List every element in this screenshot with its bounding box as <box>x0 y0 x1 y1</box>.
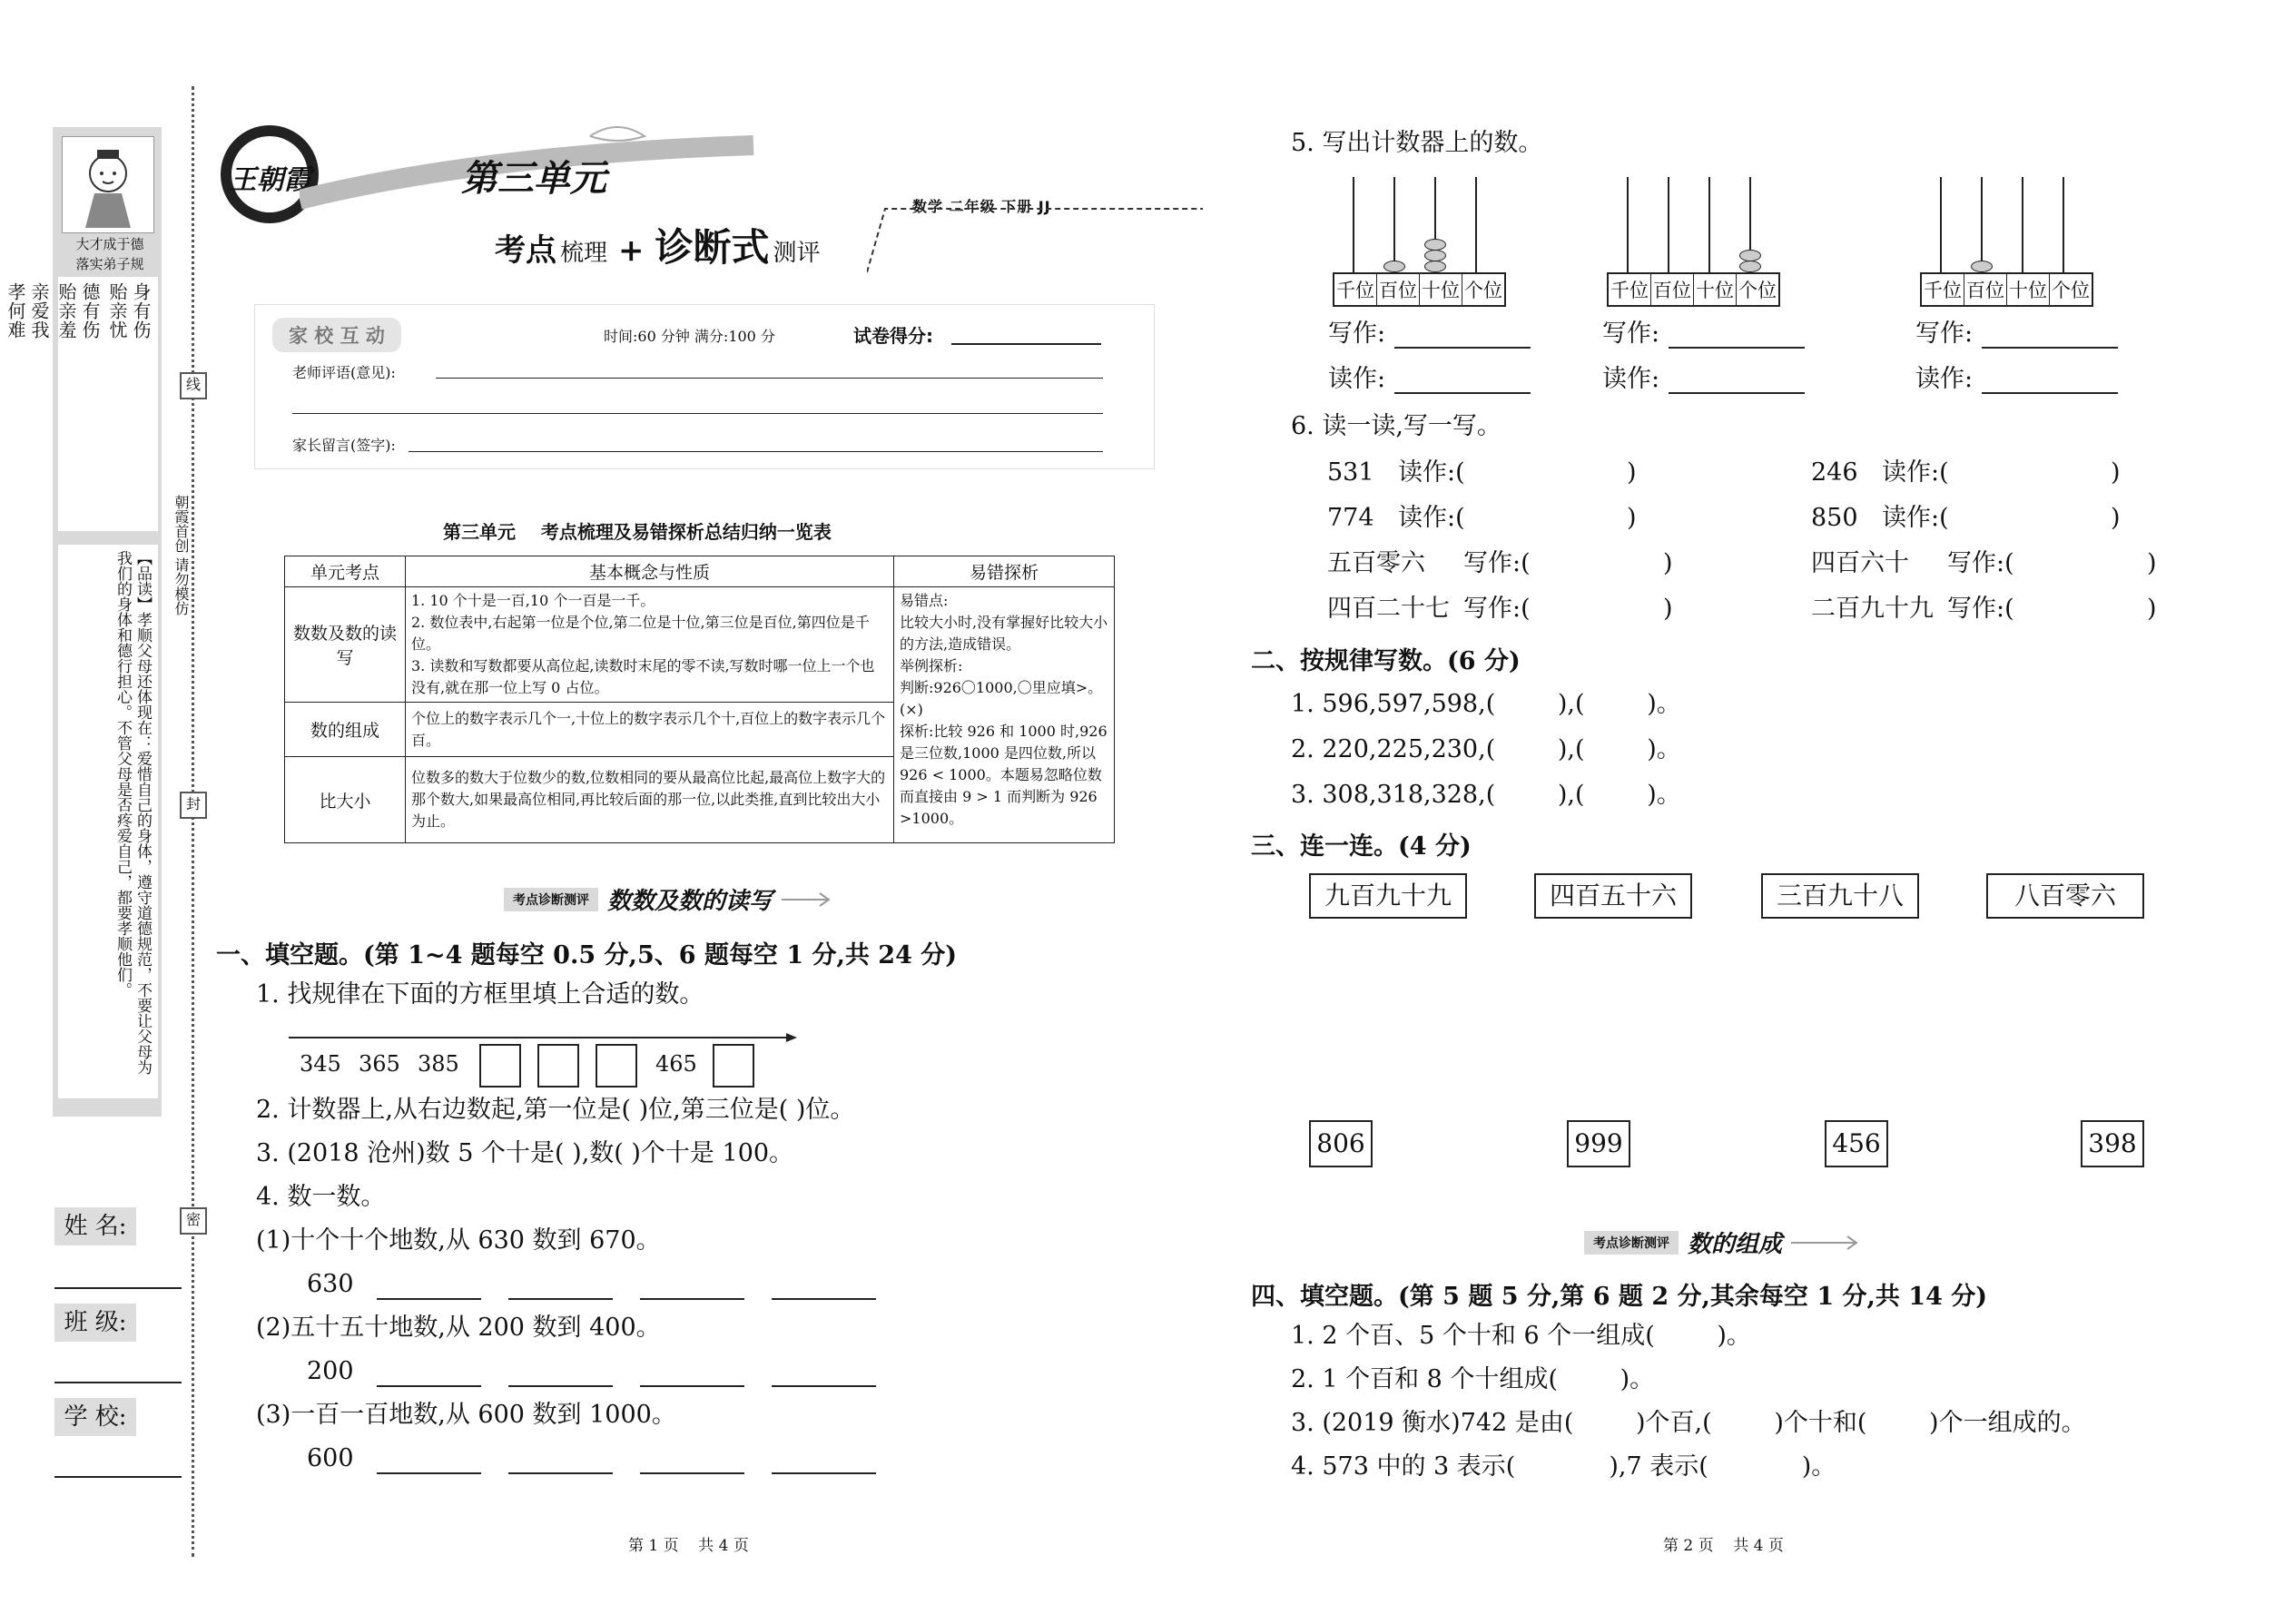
section1-tag: 考点诊断测评 <box>504 888 598 911</box>
abacus-bead-icon <box>1739 261 1761 272</box>
answer-blank[interactable] <box>508 1385 613 1387</box>
q6-item-prompt: 写作:( <box>1463 549 1531 577</box>
abacus-place-label: 百位 <box>1377 274 1420 305</box>
number-line-value: 385 <box>418 1051 459 1077</box>
abacus-write-label: 写作: <box>1328 320 1386 348</box>
match-top-item[interactable]: 九百九十九 <box>1309 873 1467 919</box>
q6-text: 6. 读一读,写一写。 <box>1291 412 1501 440</box>
answer-blank[interactable] <box>377 1385 481 1387</box>
verse-columns <box>5 277 158 352</box>
verse-line: 孝何难 <box>5 282 26 340</box>
abacus-place-label: 十位 <box>1694 274 1737 305</box>
teacher-field-line2[interactable] <box>292 413 1103 414</box>
q4-3-start: 600 <box>307 1444 354 1472</box>
subtitle-a: 考点 <box>495 232 556 269</box>
abacus-rod <box>1981 177 1983 272</box>
match-top-item[interactable]: 八百零六 <box>1986 873 2144 919</box>
q6-item-close[interactable]: ) <box>1663 549 1673 577</box>
page-number-2: 第 2 页 共 4 页 <box>1663 1537 1784 1555</box>
q6-item-prompt: 写作:( <box>1463 595 1531 623</box>
abacus-bead-icon <box>1424 250 1446 261</box>
section2-heading: 二、按规律写数。(6 分) <box>1251 647 1521 675</box>
cut-mark-3: 密 <box>180 1207 207 1235</box>
section1-tag-title: 数数及数的读写 <box>607 888 773 915</box>
match-top-item[interactable]: 四百五十六 <box>1534 873 1692 919</box>
reading-label-text: 【品读】 <box>133 550 152 612</box>
number-line-blank-box[interactable] <box>713 1044 754 1088</box>
section4-q4: 4. 573 中的 3 表示( ),7 表示( )。 <box>1291 1452 1836 1481</box>
cartoon-figure-icon <box>62 136 154 233</box>
subtitle-plus: + <box>618 232 645 269</box>
parent-field[interactable] <box>409 451 1103 452</box>
answer-blank[interactable] <box>377 1472 481 1474</box>
abacus-read-field[interactable] <box>1394 392 1531 394</box>
section4-heading: 四、填空题。(第 5 题 5 分,第 6 题 2 分,其余每空 1 分,共 14 分) <box>1251 1283 1988 1311</box>
abacus-read-field[interactable] <box>1982 392 2118 394</box>
section4-banner <box>1584 1225 1864 1259</box>
motto-line1: 大才成于德 <box>75 236 144 252</box>
q6-item-number: 二百九十九 <box>1811 595 1934 623</box>
teacher-field[interactable] <box>436 378 1103 379</box>
match-bottom-item[interactable]: 806 <box>1309 1120 1373 1167</box>
q6-item-close[interactable]: ) <box>1627 458 1637 487</box>
summary-header-content: 基本概念与性质 <box>406 556 894 587</box>
q4-1-blanks[interactable] <box>377 1298 890 1300</box>
verse-line: 亲爱我 <box>28 282 50 340</box>
abacus-place-label: 百位 <box>1964 274 2007 305</box>
abacus-place-label: 个位 <box>1738 280 1777 301</box>
number-line-blank-box[interactable] <box>596 1044 637 1088</box>
class-label: 班 级: <box>54 1304 136 1342</box>
warning-text: 朝霞首创 请勿模仿 <box>172 495 190 616</box>
summary-topic-2: 数的组成 <box>285 703 406 757</box>
verse-column <box>4 282 51 347</box>
time-info: 时间:60 分钟 满分:100 分 <box>604 328 775 345</box>
abacus-place-label: 千位 <box>1609 274 1651 305</box>
score-label: 试卷得分: <box>853 325 933 347</box>
abacus-bead-icon <box>1424 239 1446 251</box>
abacus-place-labels <box>1333 272 1506 307</box>
number-line-blank-box[interactable] <box>537 1044 579 1088</box>
subtitle-d: 测评 <box>773 240 821 267</box>
q4-1-start: 630 <box>307 1270 354 1298</box>
answer-blank[interactable] <box>640 1472 744 1474</box>
abacus-bead-icon <box>1971 261 1993 272</box>
q6-item-number: 774 <box>1327 504 1374 532</box>
match-top-item[interactable]: 三百九十八 <box>1761 873 1919 919</box>
school-field[interactable] <box>54 1476 182 1478</box>
section4-q1: 1. 2 个百、5 个十和 6 个一组成( )。 <box>1291 1322 1751 1350</box>
summary-header-topic: 单元考点 <box>285 556 406 587</box>
number-line-value: 345 <box>300 1051 341 1077</box>
unit-title: 第三单元 <box>461 157 606 200</box>
summary-table <box>284 556 1115 843</box>
abacus-write-field[interactable] <box>1394 347 1531 349</box>
abacus-read-label: 读作: <box>1602 365 1660 393</box>
summary-header-row <box>285 556 1115 587</box>
number-line-values <box>300 1044 772 1089</box>
q4-text: 4. 数一数。 <box>256 1183 386 1211</box>
cut-mark-1: 线 <box>180 372 207 399</box>
section4-q2: 2. 1 个百和 8 个十组成( )。 <box>1291 1365 1655 1393</box>
abacus-rod <box>1393 177 1395 272</box>
abacus-read-label: 读作: <box>1915 365 1974 393</box>
parent-label: 家长留言(签字): <box>292 437 396 454</box>
abacus-place-labels <box>1920 272 2093 307</box>
verse-panel <box>5 277 158 531</box>
summary-header-error: 易错探析 <box>894 556 1115 587</box>
answer-blank[interactable] <box>772 1472 876 1474</box>
answer-blank[interactable] <box>640 1298 744 1300</box>
school-label: 学 校: <box>54 1398 136 1436</box>
abacus-rod <box>1708 177 1710 272</box>
verse-column <box>54 282 102 347</box>
abacus-place-label: 千位 <box>1922 274 1964 305</box>
section4-tag-title: 数的组成 <box>1688 1231 1783 1258</box>
abacus-rod <box>2022 177 2023 272</box>
reading-text: 孝顺父母还体现在：爱惜自己的身体，遵守道德规范，不要让父母为我们的身体和德行担心。不管父母是否疼爱自己，都要孝顺他们。 <box>113 550 152 1075</box>
answer-blank[interactable] <box>508 1298 613 1300</box>
section2-q2: 2. 220,225,230,( ),( )。 <box>1291 735 1681 763</box>
grade-info: 数学 二年级 下册 JJ <box>912 198 1051 215</box>
number-line-value: 465 <box>655 1051 697 1077</box>
abacus-bead-icon <box>1739 250 1761 261</box>
reading-label <box>107 545 158 1091</box>
q5-text: 5. 写出计数器上的数。 <box>1291 129 1543 157</box>
name-label: 姓 名: <box>54 1207 136 1245</box>
q6-item-close[interactable]: ) <box>2147 549 2157 577</box>
section3-heading: 三、连一连。(4 分) <box>1251 832 1472 861</box>
verse-line: 贻亲忧 <box>106 282 128 340</box>
q6-item-close[interactable]: ) <box>1627 504 1637 532</box>
q6-item-prompt: 读作:( <box>1882 504 1949 532</box>
q4-2-text: (2)五十五十地数,从 200 数到 400。 <box>256 1314 661 1342</box>
abacus <box>1333 177 1551 313</box>
summary-row-1 <box>285 587 1115 703</box>
home-school-badge: 家 校 互 动 <box>272 318 401 352</box>
q6-item-number: 531 <box>1327 458 1374 487</box>
number-line-blank-box[interactable] <box>479 1044 521 1088</box>
section1-heading: 一、填空题。(第 1~4 题每空 0.5 分,5、6 题每空 1 分,共 24 分) <box>216 941 958 969</box>
match-bottom-item[interactable]: 456 <box>1825 1120 1888 1167</box>
abacus <box>1920 177 2138 313</box>
abacus-read-label: 读作: <box>1328 365 1386 393</box>
abacus-place-labels <box>1607 272 1780 307</box>
q6-item-close[interactable]: ) <box>2111 458 2121 487</box>
q6-item-number: 四百二十七 <box>1327 595 1450 623</box>
q4-3-text: (3)一百一百地数,从 600 数到 1000。 <box>256 1401 676 1429</box>
q6-item-prompt: 读作:( <box>1398 504 1465 532</box>
arrow-right-icon <box>1791 1234 1864 1252</box>
motto-line2: 落实弟子规 <box>75 256 144 272</box>
summary-content-1: 1. 10 个十是一百,10 个一百是一千。 2. 数位表中,右起第一位是个位,第二位是十位,第三位是百位,第四位是千位。 3. 读数和写数都要从高位起,读数时末尾的零不读,写数时哪一位上一个也没有,就在那一位上写 0 占位。 <box>406 587 894 703</box>
q6-item-prompt: 读作:( <box>1398 458 1465 487</box>
cut-mark-2: 封 <box>180 792 207 819</box>
match-bottom-item[interactable]: 999 <box>1567 1120 1630 1167</box>
subtitle-c: 诊断式 <box>655 225 770 270</box>
abacus-place-label: 十位 <box>2007 274 2050 305</box>
arrow-right-icon <box>782 891 836 909</box>
abacus-bead-icon <box>1424 261 1446 272</box>
abacus-write-field[interactable] <box>1982 347 2118 349</box>
abacus-rod <box>1940 177 1942 272</box>
abacus-place-label: 个位 <box>2052 280 2090 301</box>
abacus-bead-icon <box>1383 261 1405 272</box>
summary-content-3: 位数多的数大于位数少的数,位数相同的要从最高位比起,最高位上数字大的那个数大,如果最高位相同,再比较后面的那一位,以此类推,直到比较出大小为止。 <box>406 757 894 843</box>
abacus-rod <box>1353 177 1354 272</box>
q6-item-close[interactable]: ) <box>2147 595 2157 623</box>
abacus <box>1607 177 1825 313</box>
abacus-write-label: 写作: <box>1915 320 1974 348</box>
answer-blank[interactable] <box>377 1298 481 1300</box>
section1-banner <box>504 882 836 916</box>
q6-item-prompt: 读作:( <box>1882 458 1949 487</box>
q6-item-close[interactable]: ) <box>2111 504 2121 532</box>
section2-q1: 1. 596,597,598,( ),( )。 <box>1291 690 1681 718</box>
header-subtitle <box>495 218 821 272</box>
verse-line: 德有伤 <box>79 282 101 340</box>
summary-topic-1: 数数及数的读写 <box>285 587 406 703</box>
q1-text: 1. 找规律在下面的方框里填上合适的数。 <box>256 980 704 1009</box>
class-field[interactable] <box>54 1382 182 1383</box>
summary-error-analysis: 易错点: 比较大小时,没有掌握好比较大小的方法,造成错误。 举例探析: 判断:926〇1000,〇里应填>。 (×) 探析:比较 926 和 1000 时,926 是三位数,1000 是四位数,所以 926 < 1000。本题易忽略位数而直接由 9 > 1 而判断为 926 >1000。 <box>894 587 1115 843</box>
abacus-write-label: 写作: <box>1602 320 1660 348</box>
q4-3-blanks[interactable] <box>377 1472 890 1474</box>
q6-item-close[interactable]: ) <box>1663 595 1673 623</box>
abacus-place-label: 百位 <box>1651 274 1694 305</box>
answer-blank[interactable] <box>640 1385 744 1387</box>
cut-line <box>192 86 194 1557</box>
q6-item-number: 四百六十 <box>1811 549 1909 577</box>
page-number-1: 第 1 页 共 4 页 <box>628 1537 749 1555</box>
q2-text: 2. 计数器上,从右边数起,第一位是( )位,第三位是( )位。 <box>256 1096 855 1124</box>
summary-topic-3: 比大小 <box>285 757 406 843</box>
abacus-write-field[interactable] <box>1669 347 1805 349</box>
section2-q3: 3. 308,318,328,( ),( )。 <box>1291 781 1681 809</box>
logo-text: 王朝霞 <box>229 164 311 196</box>
match-bottom-item[interactable]: 398 <box>2081 1120 2144 1167</box>
abacus-read-field[interactable] <box>1669 392 1805 394</box>
q6-item-prompt: 写作:( <box>1947 595 2014 623</box>
abacus-rod <box>1668 177 1669 272</box>
number-line-value: 365 <box>359 1051 400 1077</box>
verse-column <box>105 282 153 347</box>
q4-1-text: (1)十个十个地数,从 630 数到 670。 <box>256 1226 661 1255</box>
score-field[interactable] <box>951 343 1101 345</box>
q4-2-start: 200 <box>307 1357 354 1385</box>
q6-item-number: 850 <box>1811 504 1858 532</box>
subtitle-b: 梳理 <box>560 240 608 267</box>
reading-panel <box>58 545 158 1098</box>
summary-title: 第三单元 考点梳理及易错探析总结归纳一览表 <box>443 521 832 543</box>
abacus-rod <box>1627 177 1629 272</box>
verse-line: 贻亲羞 <box>55 282 77 340</box>
header-divider <box>867 182 1212 281</box>
answer-blank[interactable] <box>772 1385 876 1387</box>
q6-item-number: 五百零六 <box>1327 549 1425 577</box>
summary-content-2: 个位上的数字表示几个一,十位上的数字表示几个十,百位上的数字表示几个百。 <box>406 703 894 757</box>
verse-line: 身有伤 <box>130 282 152 340</box>
teacher-label: 老师评语(意见): <box>292 364 396 381</box>
answer-blank[interactable] <box>508 1472 613 1474</box>
name-field[interactable] <box>54 1287 182 1289</box>
q3-text: 3. (2018 沧州)数 5 个十是( ),数( )个十是 100。 <box>256 1139 794 1167</box>
q6-item-number: 246 <box>1811 458 1858 487</box>
abacus-rod <box>1475 177 1477 272</box>
abacus-rod <box>2063 177 2064 272</box>
answer-blank[interactable] <box>772 1298 876 1300</box>
abacus-place-label: 个位 <box>1464 280 1502 301</box>
section4-q3: 3. (2019 衡水)742 是由( )个百,( )个十和( )个一组成的。 <box>1291 1409 2086 1437</box>
section4-tag: 考点诊断测评 <box>1584 1231 1679 1255</box>
abacus-place-label: 千位 <box>1334 274 1377 305</box>
q4-2-blanks[interactable] <box>377 1385 890 1387</box>
abacus-place-label: 十位 <box>1420 274 1462 305</box>
q6-item-prompt: 写作:( <box>1947 549 2014 577</box>
